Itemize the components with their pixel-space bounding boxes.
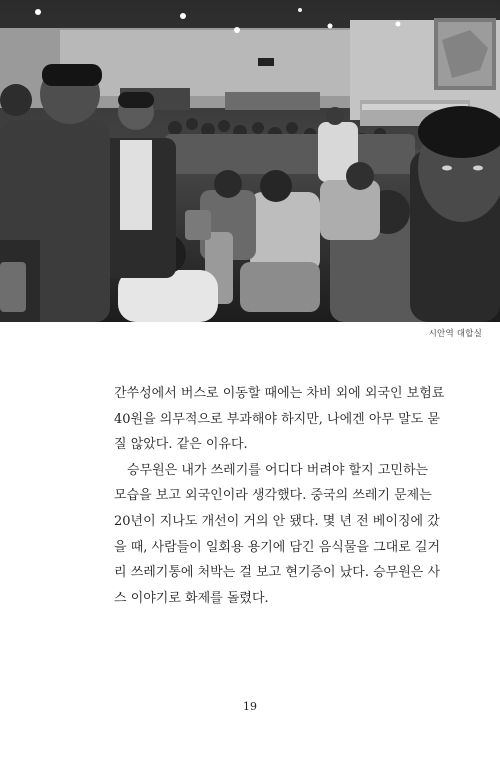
station-waiting-room-photo [0,0,500,322]
text-line: 리 쓰레기통에 처박는 걸 보고 현기증이 났다. 승무원은 사 [114,565,441,581]
text-line: 모습을 보고 외국인이라 생각했다. 중국의 쓰레기 문제는 [114,488,432,504]
text-line: 40원을 의무적으로 부과해야 하지만, 나에겐 아무 말도 묻 [114,411,440,427]
text-line: 을 때, 사람들이 일회용 용기에 담긴 음식물을 그대로 길거 [114,539,441,555]
page-number: 19 [243,700,257,713]
text-line: 20년이 지나도 개선이 거의 안 됐다. 몇 년 전 베이징에 갔 [114,513,440,529]
text-line: 질 않았다. 같은 이유다. [114,437,248,453]
crowd-photo-illustration [0,0,500,322]
body-paragraphs [114,381,445,611]
text-line: 간쑤성에서 버스로 이동할 때에는 차비 외에 외국인 보험료 [114,386,445,401]
text-line: 스 이야기로 화제를 돌렸다. [114,590,269,606]
photo-caption: 시안역 대합실 [428,329,482,339]
text-line: 승무원은 내가 쓰레기를 어디다 버려야 할지 고민하는 [127,462,429,478]
